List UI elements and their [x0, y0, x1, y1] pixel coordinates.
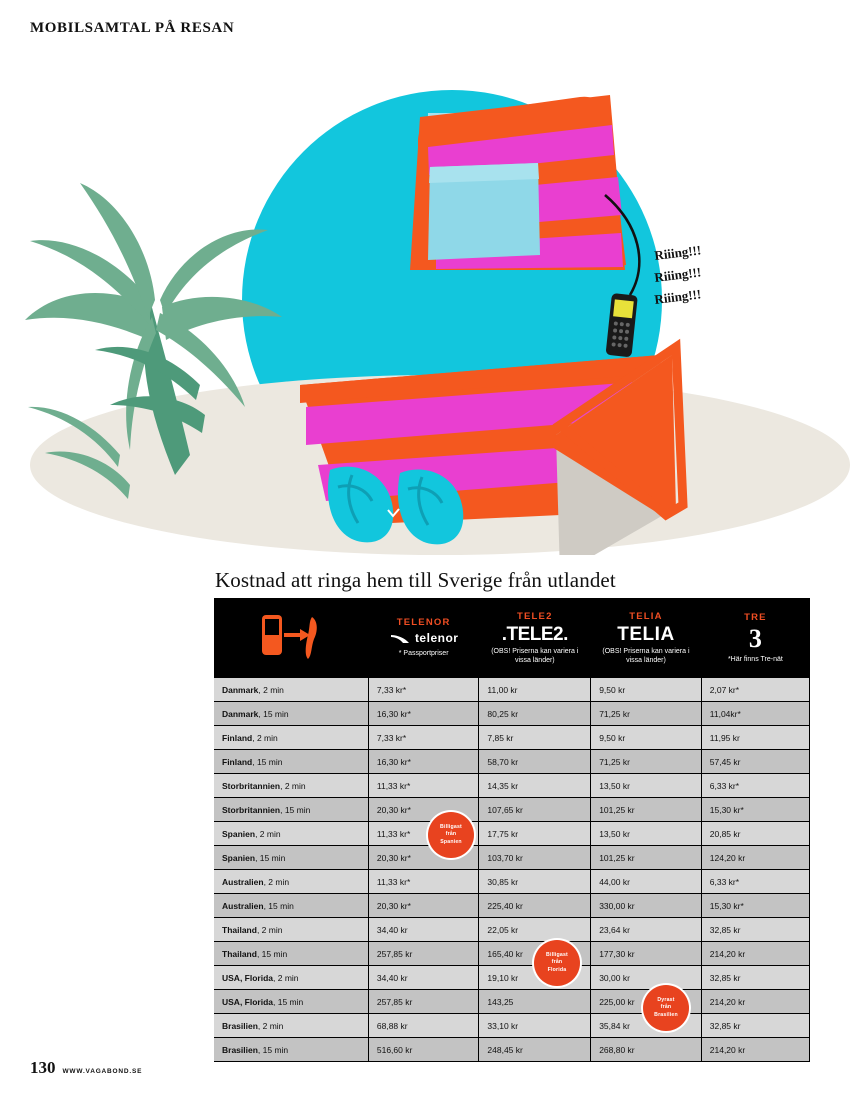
telenor-logo: telenor [368, 631, 479, 646]
table-row [214, 726, 810, 750]
cell-tre: 32,85 kr [701, 966, 809, 990]
telenor-note: * Passportpriser [398, 649, 449, 657]
table-title: Kostnad att ringa hem till Sverige från utlandet [215, 568, 616, 592]
header-cell-tele2 [479, 598, 591, 678]
cell-telenor: 516,60 kr [368, 1038, 479, 1062]
ring-text-3: Riiing!!! [653, 286, 702, 307]
cell-tre: 214,20 kr [701, 942, 809, 966]
cell-country: Brasilien, 2 min [214, 1014, 368, 1038]
stamp-most-expensive-brazil: Dyrast från Brasilien [643, 985, 689, 1031]
cell-telia: 9,50 kr [591, 678, 702, 702]
cell-country: Danmark, 2 min [214, 678, 368, 702]
cell-tele2: 17,75 kr [479, 822, 591, 846]
cell-country: Danmark, 15 min [214, 702, 368, 726]
brand-name-tele2: TELE2 [517, 610, 553, 622]
table-row [214, 678, 810, 702]
cell-tre: 11,95 kr [701, 726, 809, 750]
header-cell-tre [701, 598, 809, 678]
stamp-cheapest-florida: Billigast från Florida [534, 940, 580, 986]
table-row [214, 870, 810, 894]
cell-telenor: 257,85 kr [368, 942, 479, 966]
table-row [214, 702, 810, 726]
cell-tele2: 225,40 kr [479, 894, 591, 918]
cell-telia: 330,00 kr [591, 894, 702, 918]
cell-tre: 11,04kr* [701, 702, 809, 726]
table-row [214, 774, 810, 798]
cell-tre: 2,07 kr* [701, 678, 809, 702]
cell-tre: 6,33 kr* [701, 774, 809, 798]
cell-country: Brasilien, 15 min [214, 1038, 368, 1062]
cell-country: USA, Florida, 15 min [214, 990, 368, 1014]
phone-sweden-icon [256, 609, 326, 667]
table-row [214, 990, 810, 1014]
cell-tre: 20,85 kr [701, 822, 809, 846]
table-head [214, 598, 810, 678]
cell-telia: 13,50 kr [591, 774, 702, 798]
cell-tre: 214,20 kr [701, 990, 809, 1014]
cell-telenor: 11,33 kr* [368, 870, 479, 894]
cell-telia: 101,25 kr [591, 798, 702, 822]
telia-note: (OBS! Priserna kan variera i vissa länder) [602, 647, 690, 664]
cell-tele2: 107,65 kr [479, 798, 591, 822]
cell-tre: 15,30 kr* [701, 894, 809, 918]
cell-telenor: 16,30 kr* [368, 750, 479, 774]
cell-telenor: 7,33 kr* [368, 726, 479, 750]
cell-country: Storbritannien, 2 min [214, 774, 368, 798]
table-row [214, 1014, 810, 1038]
tre-note: *Här finns Tre-nät [727, 655, 783, 663]
table-row [214, 1038, 810, 1062]
cell-telenor: 20,30 kr* [368, 798, 479, 822]
cell-telenor: 20,30 kr* [368, 846, 479, 870]
cell-tele2: 165,40 kr [479, 942, 591, 966]
header-cell-telenor [368, 598, 479, 678]
cell-tele2: 33,10 kr [479, 1014, 591, 1038]
cell-tele2: 14,35 kr [479, 774, 591, 798]
price-table [214, 598, 810, 1062]
cell-telenor: 20,30 kr* [368, 894, 479, 918]
telia-logo: TELIA [617, 623, 675, 645]
cell-tele2: 248,45 kr [479, 1038, 591, 1062]
cell-telenor: 7,33 kr* [368, 678, 479, 702]
cell-country: Spanien, 2 min [214, 822, 368, 846]
cell-telenor: 34,40 kr [368, 918, 479, 942]
cell-tre: 57,45 kr [701, 750, 809, 774]
cell-tre: 124,20 kr [701, 846, 809, 870]
table-body [214, 678, 810, 1062]
cell-telenor: 16,30 kr* [368, 702, 479, 726]
header-cell-logo [214, 598, 368, 678]
page-title: MOBILSAMTAL PÅ RESAN [30, 20, 235, 36]
table-row [214, 846, 810, 870]
cell-country: Thailand, 2 min [214, 918, 368, 942]
brand-name-telia: TELIA [629, 610, 663, 622]
cell-telenor: 11,33 kr* [368, 774, 479, 798]
cell-telia: 268,80 kr [591, 1038, 702, 1062]
cell-telia: 35,84 kr [591, 1014, 702, 1038]
cell-telia: 30,00 kr [591, 966, 702, 990]
table-row [214, 966, 810, 990]
cell-country: Spanien, 15 min [214, 846, 368, 870]
brand-name-telenor: TELENOR [396, 617, 451, 629]
cell-tele2: 143,25 [479, 990, 591, 1014]
header-cell-telia [591, 598, 702, 678]
cell-tre: 15,30 kr* [701, 798, 809, 822]
table-row [214, 894, 810, 918]
page-number: 130 [30, 1058, 56, 1077]
cell-telia: 71,25 kr [591, 750, 702, 774]
cell-telia: 101,25 kr [591, 846, 702, 870]
cell-country: Storbritannien, 15 min [214, 798, 368, 822]
beach-chair-illustration [0, 55, 866, 555]
cell-telia: 177,30 kr [591, 942, 702, 966]
tre-logo: 3 [748, 623, 762, 653]
ring-text-2: Riiing!!! [653, 264, 702, 285]
cell-telia: 44,00 kr [591, 870, 702, 894]
stamp-cheapest-spain: Billigast från Spanien [428, 812, 474, 858]
table-row [214, 750, 810, 774]
cell-tre: 32,85 kr [701, 918, 809, 942]
cell-tele2: 19,10 kr [479, 966, 591, 990]
table-row [214, 798, 810, 822]
cell-telia: 13,50 kr [591, 822, 702, 846]
ring-text-1: Riiing!!! [653, 242, 702, 263]
cell-country: USA, Florida, 2 min [214, 966, 368, 990]
tele2-note: (OBS! Priserna kan variera i vissa länder) [491, 647, 579, 664]
cell-country: Australien, 2 min [214, 870, 368, 894]
cell-country: Australien, 15 min [214, 894, 368, 918]
table-row [214, 942, 810, 966]
cell-tele2: 103,70 kr [479, 846, 591, 870]
tele2-logo: .TELE2. [501, 623, 568, 645]
footer-url: WWW.VAGABOND.SE [62, 1068, 143, 1075]
cell-telia: 71,25 kr [591, 702, 702, 726]
table-row [214, 918, 810, 942]
cell-tre: 214,20 kr [701, 1038, 809, 1062]
cell-telenor: 257,85 kr [368, 990, 479, 1014]
cell-tre: 32,85 kr [701, 1014, 809, 1038]
cell-telenor: 11,33 kr* [368, 822, 479, 846]
cell-tele2: 22,05 kr [479, 918, 591, 942]
cell-country: Finland, 2 min [214, 726, 368, 750]
cell-tele2: 30,85 kr [479, 870, 591, 894]
cell-tele2: 80,25 kr [479, 702, 591, 726]
cell-telia: 9,50 kr [591, 726, 702, 750]
cell-country: Finland, 15 min [214, 750, 368, 774]
cell-country: Thailand, 15 min [214, 942, 368, 966]
cell-tre: 6,33 kr* [701, 870, 809, 894]
page-footer [30, 1058, 142, 1078]
table-row [214, 822, 810, 846]
brand-name-tre: TRE [744, 611, 767, 623]
cell-telia: 225,00 kr [591, 990, 702, 1014]
cell-tele2: 11,00 kr [479, 678, 591, 702]
cell-telenor: 34,40 kr [368, 966, 479, 990]
cell-telia: 23,64 kr [591, 918, 702, 942]
cell-telenor: 68,88 kr [368, 1014, 479, 1038]
cell-tele2: 58,70 kr [479, 750, 591, 774]
cell-tele2: 7,85 kr [479, 726, 591, 750]
